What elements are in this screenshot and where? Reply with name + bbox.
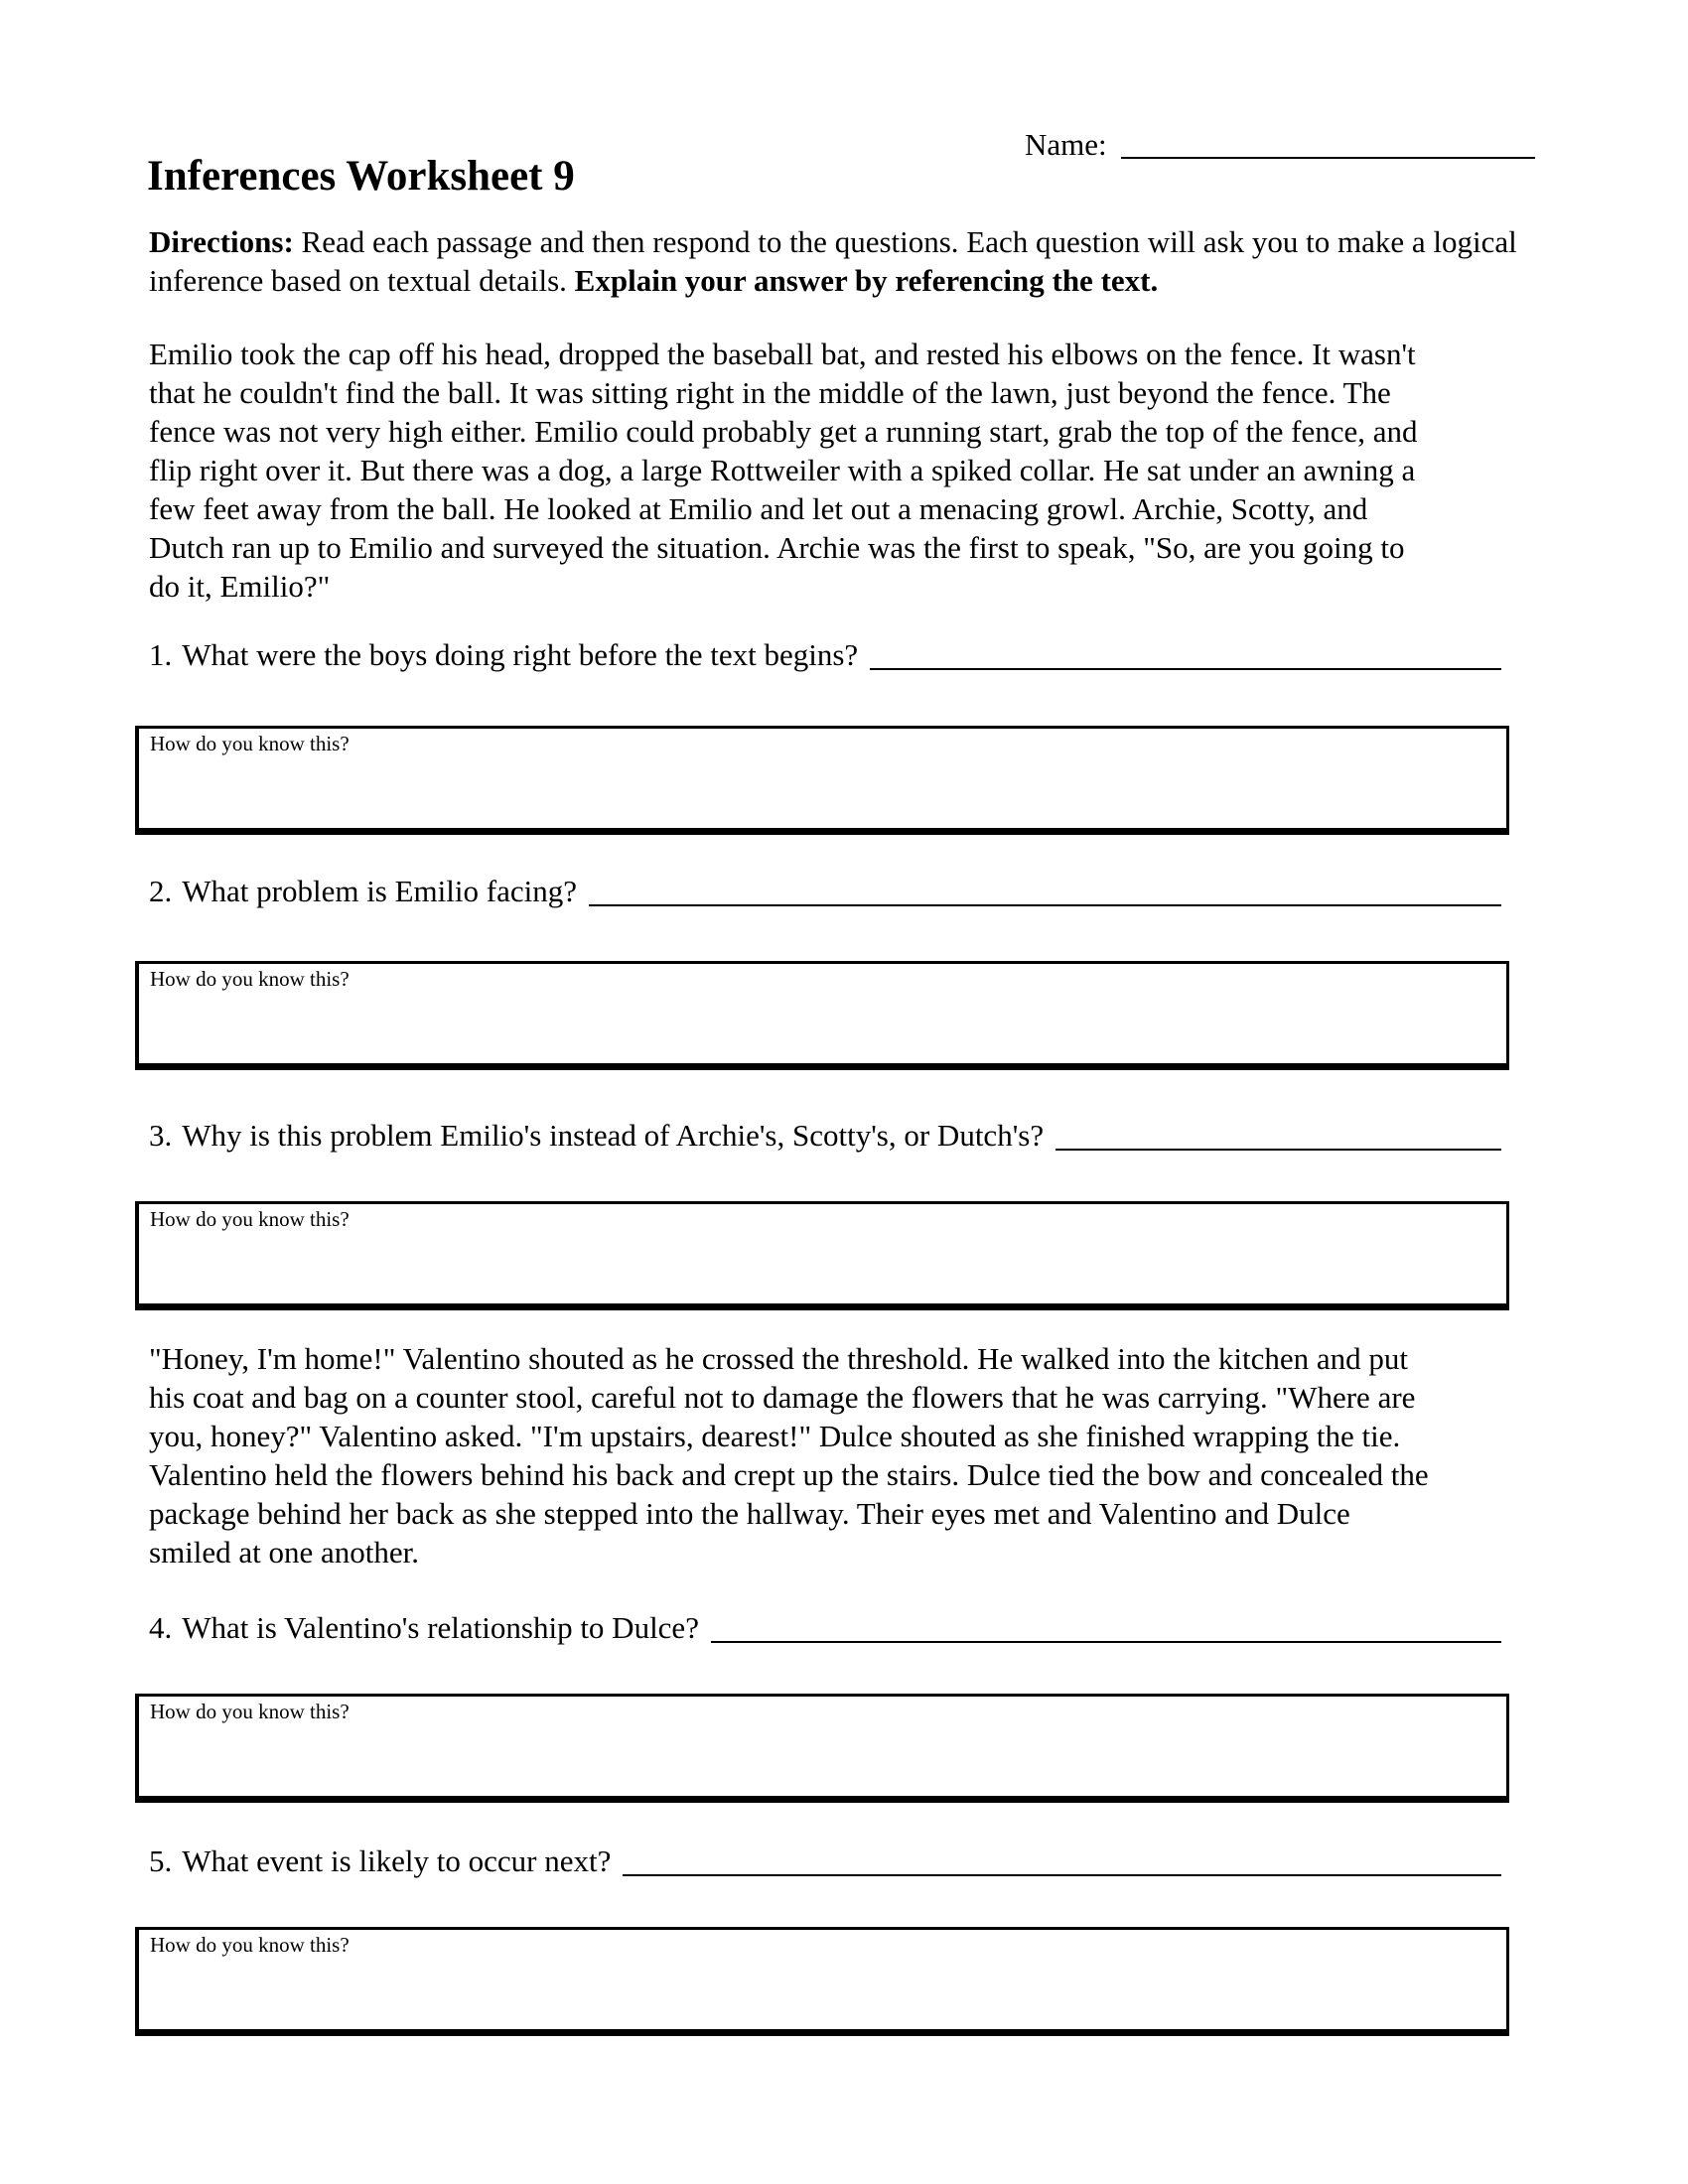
passage-1: [149, 335, 1418, 606]
question-1-answer-box[interactable]: [135, 726, 1509, 835]
passage-line: few feet away from the ball. He looked at Emilio and let out a menacing growl. Archie, Scotty, and: [149, 491, 1368, 526]
passage-line: "Honey, I'm home!" Valentino shouted as he crossed the threshold. He walked into the kitchen and put: [149, 1341, 1409, 1376]
question-3-number: 3.: [149, 1118, 173, 1153]
question-5-followup-label: How do you know this?: [150, 1933, 350, 1957]
question-1-number: 1.: [149, 637, 173, 672]
question-2-followup-label: How do you know this?: [150, 967, 350, 991]
passage-line: you, honey?" Valentino asked. "I'm upstairs, dearest!" Dulce shouted as she finished wrapping the tie.: [149, 1419, 1401, 1453]
passage-line: Dutch ran up to Emilio and surveyed the situation. Archie was the first to speak, "So, are you going to: [149, 530, 1405, 565]
question-3-answer-box[interactable]: [135, 1201, 1509, 1310]
directions: [149, 222, 1531, 300]
question-4-text: What is Valentino's relationship to Dulce?: [182, 1610, 699, 1645]
question-5-answer-box[interactable]: [135, 1927, 1509, 2036]
question-4-followup-label: How do you know this?: [150, 1700, 350, 1723]
question-2-number: 2.: [149, 874, 173, 908]
question-4-answer-box[interactable]: [135, 1694, 1509, 1803]
passage-line: package behind her back as she stepped into the hallway. Their eyes met and Valentino and Dulce: [149, 1496, 1350, 1531]
question-1: [149, 635, 1501, 675]
passage-line: that he couldn't find the ball. It was sitting right in the middle of the lawn, just beyond the fence. The: [149, 375, 1391, 410]
question-4: [149, 1608, 1501, 1648]
passage-line: flip right over it. But there was a dog, a large Rottweiler with a spiked collar. He sat under an awning a: [149, 453, 1416, 487]
passage-line: Emilio took the cap off his head, dropped the baseball bat, and rested his elbows on the fence. It wasn't: [149, 337, 1416, 371]
question-2-answer-line[interactable]: [589, 904, 1501, 906]
question-2-answer-box[interactable]: [135, 961, 1509, 1070]
question-4-number: 4.: [149, 1610, 173, 1645]
directions-label: Directions:: [149, 224, 294, 259]
passage-line: do it, Emilio?": [149, 569, 331, 604]
page-title: Inferences Worksheet 9: [147, 153, 575, 200]
question-3: [149, 1116, 1501, 1156]
question-1-answer-line[interactable]: [870, 668, 1501, 670]
question-5-answer-line[interactable]: [623, 1874, 1501, 1876]
passage-line: fence was not very high either. Emilio could probably get a running start, grab the top of the fence, and: [149, 414, 1418, 449]
question-3-answer-line[interactable]: [1055, 1149, 1501, 1151]
question-5-number: 5.: [149, 1843, 173, 1878]
passage-2: [149, 1339, 1429, 1571]
question-1-followup-label: How do you know this?: [150, 732, 350, 755]
question-1-text: What were the boys doing right before the text begins?: [182, 637, 859, 672]
name-blank-line[interactable]: [1121, 157, 1535, 159]
question-3-followup-label: How do you know this?: [150, 1207, 350, 1231]
question-5-text: What event is likely to occur next?: [182, 1843, 612, 1878]
passage-line: Valentino held the flowers behind his back and crept up the stairs. Dulce tied the bow and concealed the: [149, 1457, 1429, 1492]
passage-line: smiled at one another.: [149, 1535, 420, 1570]
directions-body: Read each passage and then respond to the questions. Each question will ask you to make a logical inference based on textual details.: [149, 224, 1517, 298]
directions-emphasis: Explain your answer by referencing the text.: [574, 263, 1159, 298]
question-2: [149, 872, 1501, 911]
question-3-text: Why is this problem Emilio's instead of Archie's, Scotty's, or Dutch's?: [182, 1118, 1045, 1153]
passage-line: his coat and bag on a counter stool, careful not to damage the flowers that he was carrying. "Where are: [149, 1380, 1416, 1415]
question-4-answer-line[interactable]: [711, 1641, 1501, 1643]
question-5: [149, 1842, 1501, 1881]
name-row: [1025, 125, 1535, 165]
question-2-text: What problem is Emilio facing?: [182, 874, 577, 908]
name-label: Name:: [1025, 127, 1107, 162]
